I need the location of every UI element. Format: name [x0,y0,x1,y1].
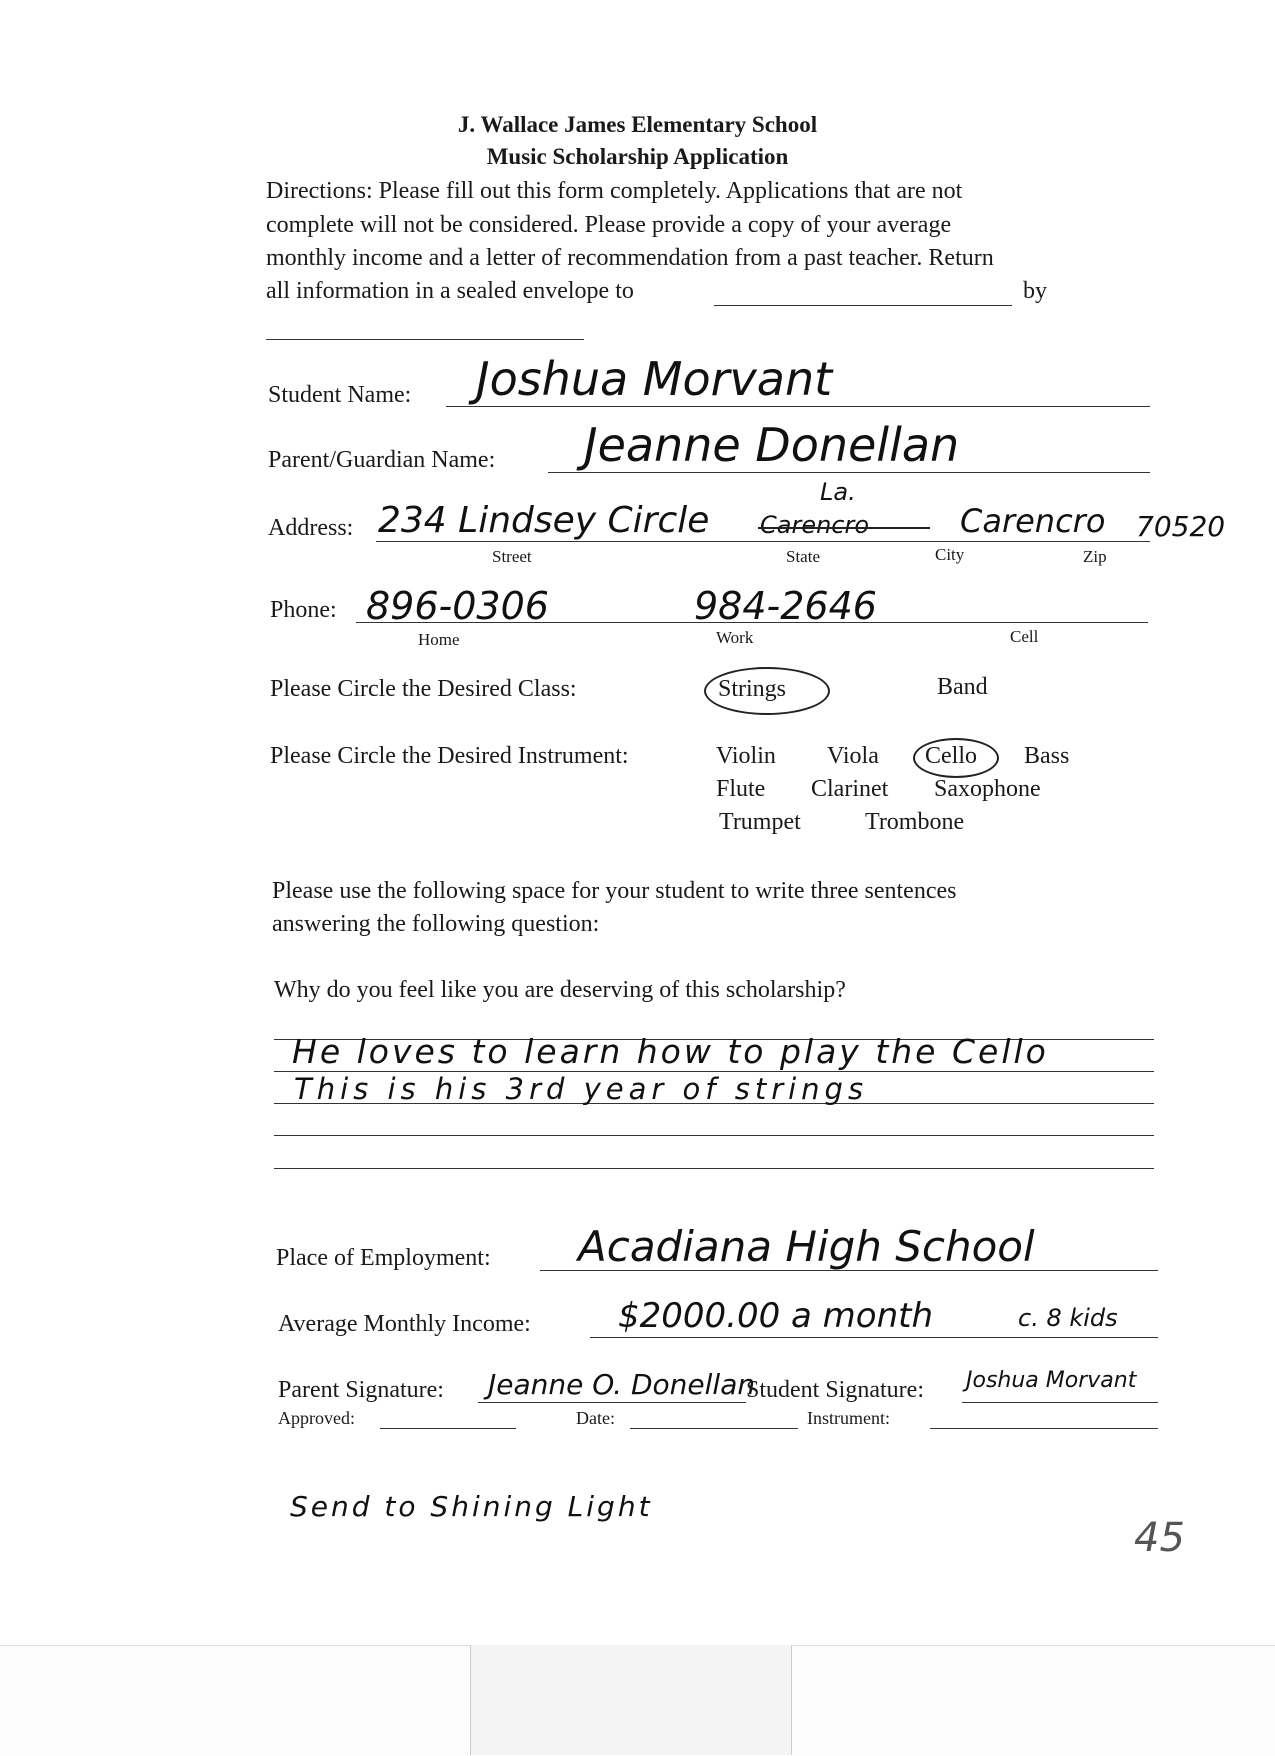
instrument-office-label: Instrument: [807,1408,890,1428]
employment-value: Acadiana High School [578,1222,1035,1271]
scan-clip [470,1645,792,1755]
income-line[interactable] [590,1337,1158,1338]
approved-label: Approved: [278,1408,355,1428]
phone-label: Phone: [270,597,337,623]
parent-signature-value: Jeanne O. Donellan [488,1368,756,1401]
send-to-note: Send to Shining Light [290,1490,653,1523]
directions-line-3: monthly income and a letter of recommendation from a past teacher. Return [266,245,994,271]
parent-name-value: Jeanne Donellan [584,418,960,472]
instrument-option-flute[interactable]: Flute [716,776,766,802]
address-label: Address: [268,515,354,541]
approved-line[interactable] [380,1428,516,1429]
phone-home-value: 896-0306 [366,584,549,628]
address-state-struck: Carencro [760,511,870,539]
parent-name-label: Parent/Guardian Name: [268,447,496,473]
instrument-option-bass[interactable]: Bass [1024,743,1070,769]
instrument-option-violin[interactable]: Violin [716,743,776,769]
parent-name-line[interactable] [548,472,1150,473]
directions-line-2: complete will not be considered. Please provide a copy of your average [266,212,952,238]
page-number-note: 45 [1134,1515,1185,1561]
address-state-caption: State [786,547,820,566]
essay-answer-line-2: This is his 3rd year of strings [294,1072,869,1106]
address-city-value: Carencro [960,502,1106,540]
instrument-option-trombone[interactable]: Trombone [865,809,965,835]
instrument-option-clarinet[interactable]: Clarinet [811,776,889,802]
phone-home-caption: Home [418,630,460,649]
student-signature-line[interactable] [962,1402,1158,1403]
phone-work-value: 984-2646 [694,584,877,628]
address-street-caption: Street [492,547,532,566]
instrument-option-viola[interactable]: Viola [827,743,879,769]
directions-line-1: Directions: Please fill out this form completely. Applications that are not [266,178,963,204]
student-name-label: Student Name: [268,382,412,408]
instrument-selection-circle [913,738,999,778]
student-name-line[interactable] [446,406,1150,407]
essay-answer-line-1: He loves to learn how to play the Cello [292,1032,1049,1071]
class-label: Please Circle the Desired Class: [270,676,577,702]
instrument-option-saxophone[interactable]: Saxophone [934,776,1041,802]
class-option-band[interactable]: Band [937,674,988,700]
instrument-option-trumpet[interactable]: Trumpet [719,809,801,835]
strikethrough-mark [758,527,930,529]
date-label: Date: [576,1408,615,1428]
income-note: c. 8 kids [1018,1304,1118,1332]
income-label: Average Monthly Income: [278,1311,531,1337]
phone-cell-caption: Cell [1010,627,1039,646]
class-option-strings[interactable]: Strings [718,676,787,702]
essay-instruction-1: Please use the following space for your student to write three sentences [272,878,957,904]
essay-line-4[interactable] [274,1135,1154,1136]
class-selection-circle [704,667,830,715]
directions-by: by [1023,278,1047,304]
address-street-value: 234 Lindsey Circle [378,500,710,541]
student-signature-value: Joshua Morvant [966,1368,1137,1393]
income-value: $2000.00 a month [618,1296,934,1336]
instrument-label: Please Circle the Desired Instrument: [270,743,629,769]
parent-signature-label: Parent Signature: [278,1377,444,1403]
return-to-line[interactable] [714,305,1012,306]
employment-label: Place of Employment: [276,1245,491,1271]
school-name: J. Wallace James Elementary School [457,112,818,137]
student-name-value: Joshua Morvant [476,352,833,406]
student-signature-label: Student Signature: [746,1377,924,1403]
directions-line-4: all information in a sealed envelope to [266,278,634,304]
return-by-date-line[interactable] [266,339,584,340]
essay-instruction-2: answering the following question: [272,911,600,937]
address-line[interactable] [376,541,1150,542]
form-title: Music Scholarship Application [486,144,789,169]
instrument-office-line[interactable] [930,1428,1158,1429]
address-zip-caption: Zip [1083,547,1107,566]
address-city-caption: City [935,545,965,564]
essay-line-5[interactable] [274,1168,1154,1169]
parent-signature-line[interactable] [478,1402,746,1403]
date-line[interactable] [630,1428,798,1429]
address-zip-value: 70520 [1136,510,1226,543]
address-state-value: La. [820,478,856,506]
instrument-option-cello[interactable]: Cello [925,743,977,769]
phone-work-caption: Work [716,628,754,647]
essay-question: Why do you feel like you are deserving of this scholarship? [274,977,846,1003]
